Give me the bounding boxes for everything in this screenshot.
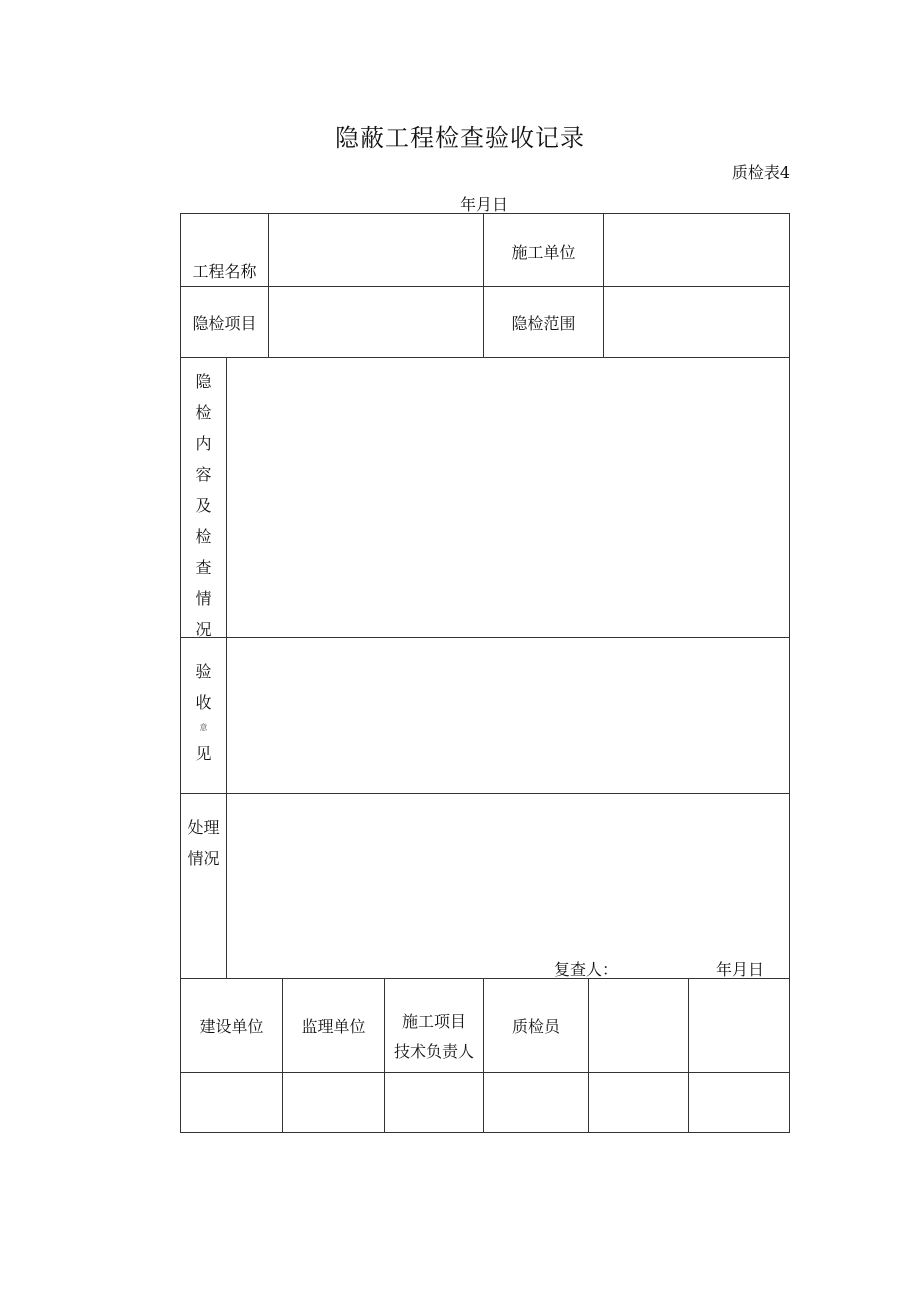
inspection-form	[180, 213, 790, 1133]
hidden-scope-field[interactable]	[603, 286, 790, 358]
construction-unit-label	[483, 213, 604, 287]
builder-unit-signature[interactable]	[180, 1072, 283, 1133]
content-label-char: 况	[195, 620, 212, 639]
project-name-label	[180, 213, 269, 287]
content-label-char: 容	[195, 465, 212, 484]
project-lead-label	[384, 978, 484, 1073]
hidden-scope-label	[483, 286, 604, 358]
builder-unit-label	[180, 978, 283, 1073]
reviewer-label: 复查人：	[554, 960, 619, 979]
handling-label-line: 处理	[187, 818, 220, 837]
construction-unit-label-text: 施工单位	[511, 243, 576, 262]
project-lead-signature[interactable]	[384, 1072, 484, 1133]
supervision-unit-label-text: 监理单位	[301, 1017, 366, 1036]
supervision-unit-signature[interactable]	[282, 1072, 385, 1133]
hidden-item-field[interactable]	[268, 286, 484, 358]
project-lead-label-line: 技术负责人	[393, 1041, 474, 1061]
inspector-label	[483, 978, 589, 1073]
inspector-signature[interactable]	[483, 1072, 589, 1133]
content-label	[180, 357, 227, 638]
opinion-label-char: 意	[199, 723, 208, 732]
supervision-unit-label	[282, 978, 385, 1073]
content-label-char: 检	[195, 403, 212, 422]
opinion-label-char: 收	[195, 693, 212, 712]
content-label-char: 情	[195, 589, 212, 608]
signature-blank[interactable]	[588, 1072, 689, 1133]
form-code: 质检表4	[731, 163, 790, 182]
signature-header-blank	[688, 978, 790, 1073]
content-label-char: 检	[195, 527, 212, 546]
signature-header-blank	[588, 978, 689, 1073]
review-date: 年月日	[716, 960, 765, 979]
project-name-label-text: 工程名称	[192, 262, 257, 281]
content-label-char: 查	[195, 558, 212, 577]
page-title: 隐蔽工程检查验收记录	[335, 124, 585, 152]
inspector-label-text: 质检员	[511, 1017, 560, 1036]
hidden-item-label-text: 隐检项目	[192, 313, 257, 333]
opinion-label	[180, 637, 227, 794]
content-field[interactable]	[226, 357, 790, 638]
handling-label-line: 情况	[187, 849, 220, 868]
builder-unit-label-text: 建设单位	[199, 1017, 264, 1036]
content-label-char: 内	[195, 434, 212, 453]
content-label-char: 及	[195, 496, 212, 515]
opinion-label-char: 验	[195, 662, 212, 681]
construction-unit-field[interactable]	[603, 213, 790, 287]
hidden-item-label	[180, 286, 269, 358]
opinion-field[interactable]	[226, 637, 790, 794]
handling-label	[180, 793, 227, 979]
content-label-char: 隐	[195, 372, 212, 391]
handling-field[interactable]	[226, 793, 790, 979]
opinion-label-char: 见	[195, 744, 212, 763]
record-date: 年月日	[460, 195, 509, 214]
project-lead-label-line: 施工项目	[401, 1011, 466, 1031]
hidden-scope-label-text: 隐检范围	[511, 313, 576, 333]
project-name-field[interactable]	[268, 213, 484, 287]
signature-blank[interactable]	[688, 1072, 790, 1133]
